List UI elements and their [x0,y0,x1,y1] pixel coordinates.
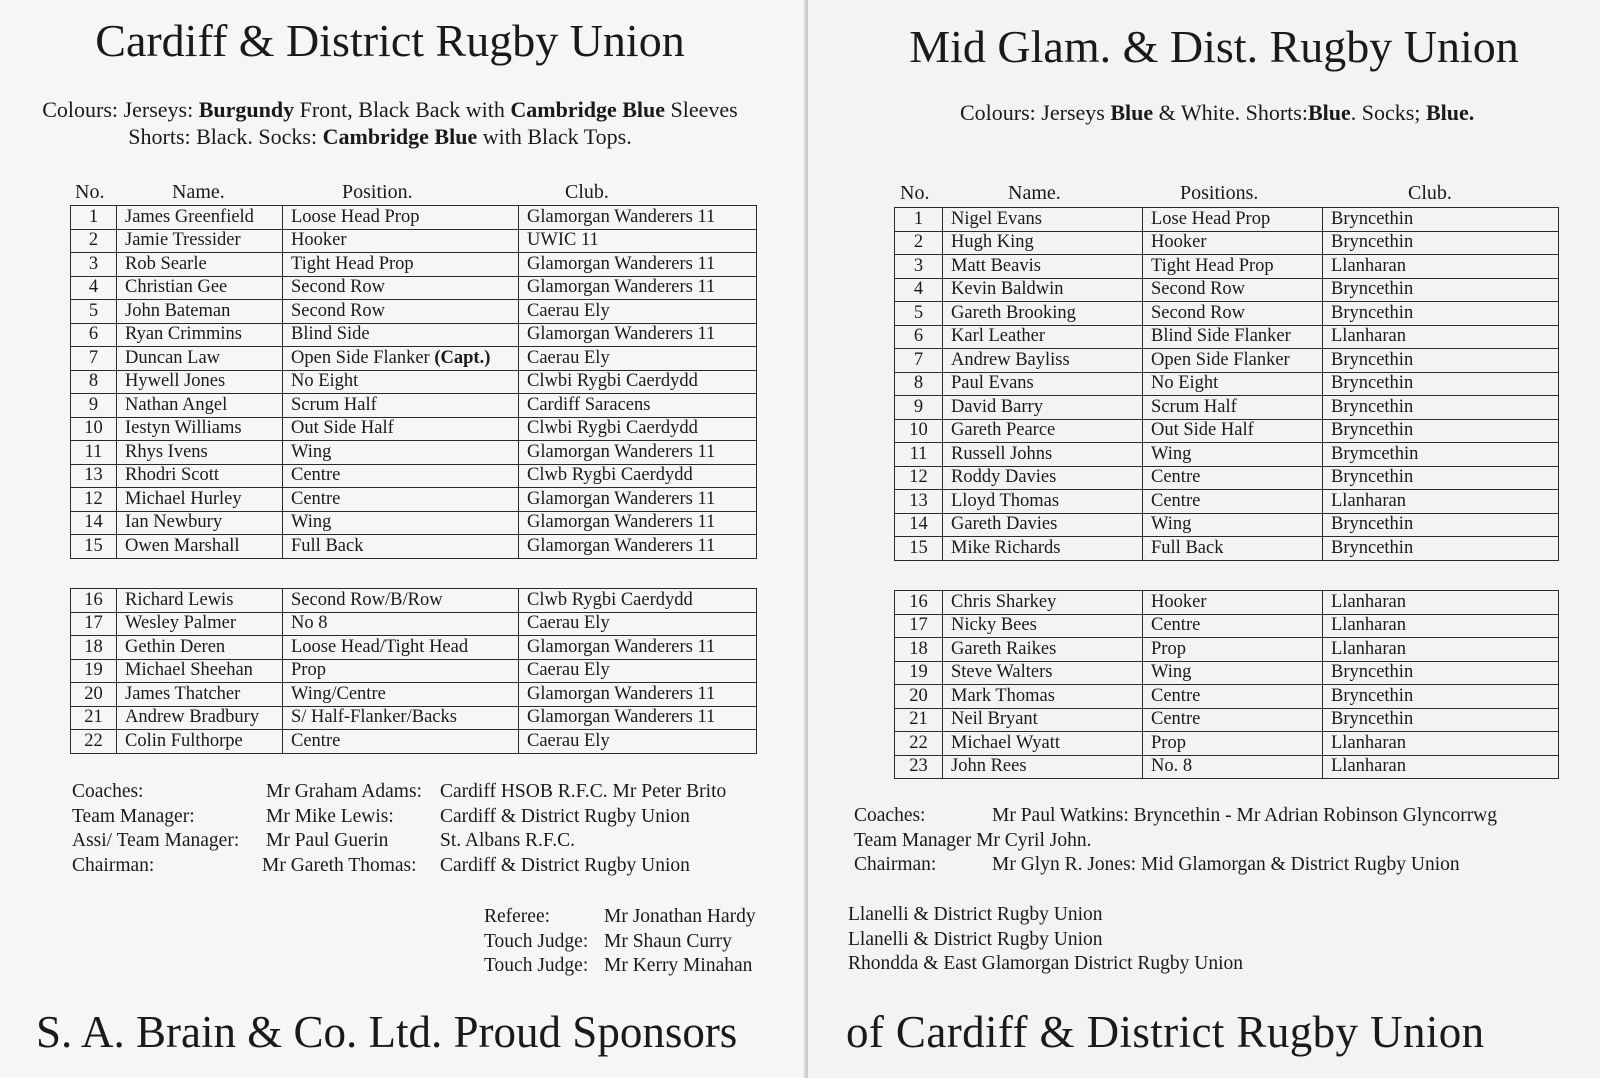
left-sponsor: S. A. Brain & Co. Ltd. Proud Sponsors [36,1007,738,1057]
table-row [895,278,1559,302]
table-row [895,685,1559,709]
player-name: Russell Johns [943,443,1143,467]
union-line: Llanelli & District Rugby Union [848,904,1103,925]
player-club: Llanharan [1323,490,1559,514]
player-club: Glamorgan Wanderers 11 [519,535,757,559]
player-club: Glamorgan Wanderers 11 [519,323,757,347]
player-number: 2 [895,231,943,255]
player-number: 17 [71,612,117,636]
player-position: Tight Head Prop [283,253,519,277]
player-position: Wing [283,441,519,465]
player-club: Llanharan [1323,732,1559,756]
player-club: Bryncethin [1323,302,1559,326]
match-official-role: Referee: [484,906,551,927]
player-number: 18 [71,636,117,660]
player-position: Scrum Half [1143,396,1323,420]
player-position: Loose Head Prop [283,206,519,230]
player-number: 18 [895,638,943,662]
match-official-row [484,954,804,979]
player-name: Colin Fulthorpe [117,730,283,754]
player-number: 7 [895,349,943,373]
table-row [71,464,757,488]
player-number: 17 [895,614,943,638]
official-role: Team Manager: [72,805,195,827]
player-number: 8 [71,370,117,394]
player-name: Michael Sheehan [117,659,283,683]
player-club: Glamorgan Wanderers 11 [519,706,757,730]
match-official-name: Mr Kerry Minahan [604,955,753,976]
union-line: Llanelli & District Rugby Union [848,928,1103,950]
table-row [895,755,1559,779]
table-row [895,302,1559,326]
player-position: Hooker [1143,591,1323,615]
player-club: Llanharan [1323,591,1559,615]
player-number: 7 [71,347,117,371]
player-position: Prop [283,659,519,683]
player-name: Rhodri Scott [117,464,283,488]
official-row [854,829,1594,854]
left-reserves-table [70,588,757,754]
player-number: 15 [895,537,943,561]
player-name: Rhys Ivens [117,441,283,465]
player-position: Centre [283,464,519,488]
player-number: 23 [895,755,943,779]
table-row [71,347,757,371]
player-number: 9 [895,396,943,420]
player-number: 10 [71,417,117,441]
player-number: 15 [71,535,117,559]
left-header-no: No. [75,181,105,203]
player-club: Bryncethin [1323,419,1559,443]
table-row [71,535,757,559]
player-position: Second Row [1143,302,1323,326]
match-official-role: Touch Judge: [484,930,589,952]
player-name: Andrew Bradbury [117,706,283,730]
player-position: Prop [1143,638,1323,662]
player-number: 21 [71,706,117,730]
player-number: 2 [71,229,117,253]
player-position: Wing [1143,661,1323,685]
table-row [895,325,1559,349]
left-header-name: Name. [172,181,225,203]
table-row [895,466,1559,490]
left-colours-line1: Colours: Jerseys: Burgundy Front, Black Back with Cambridge Blue Sleeves [42,97,738,122]
player-club: Clwbi Rygbi Caerdydd [519,417,757,441]
table-row [71,394,757,418]
player-number: 14 [895,513,943,537]
official-row [72,854,792,879]
player-name: Duncan Law [117,347,283,371]
table-row [895,638,1559,662]
player-club: Llanharan [1323,325,1559,349]
right-title: Mid Glam. & Dist. Rugby Union [909,21,1519,72]
table-row [895,537,1559,561]
player-club: Bryncethin [1323,349,1559,373]
player-club: Caerau Ely [519,659,757,683]
player-number: 20 [895,685,943,709]
left-title: Cardiff & District Rugby Union [95,15,685,66]
player-club: Bryncethin [1323,208,1559,232]
table-row [71,441,757,465]
left-colours-line2: Shorts: Black. Socks: Cambridge Blue with Black Tops. [128,124,632,149]
player-position: Out Side Half [1143,419,1323,443]
player-position: Blind Side [283,323,519,347]
player-number: 1 [895,208,943,232]
player-name: Steve Walters [943,661,1143,685]
right-header-name: Name. [1008,182,1061,204]
official-text: Mr Glyn R. Jones: Mid Glamorgan & District Rugby Union [992,854,1460,875]
player-number: 6 [71,323,117,347]
player-position: Wing [1143,513,1323,537]
player-position: Centre [1143,685,1323,709]
player-number: 11 [71,441,117,465]
right-starters-table [894,207,1559,561]
official-role: Coaches: [72,781,144,802]
player-position: Second Row [283,300,519,324]
player-club: Glamorgan Wanderers 11 [519,511,757,535]
player-name: Ian Newbury [117,511,283,535]
table-row [895,490,1559,514]
table-row [71,300,757,324]
player-name: David Barry [943,396,1143,420]
official-text: Mr Paul Watkins: Bryncethin - Mr Adrian Robinson Glyncorrwg [992,805,1498,826]
player-position: Full Back [283,535,519,559]
player-name: Gareth Raikes [943,638,1143,662]
player-club: Clwbi Rygbi Caerdydd [519,370,757,394]
right-header-no: No. [900,182,930,204]
player-position: Prop [1143,732,1323,756]
player-position: Centre [283,488,519,512]
table-row [71,636,757,660]
player-club: Cardiff Saracens [519,394,757,418]
player-club: Glamorgan Wanderers 11 [519,276,757,300]
player-number: 16 [895,591,943,615]
player-position: Wing [283,511,519,535]
player-name: Michael Wyatt [943,732,1143,756]
match-official-role: Touch Judge: [484,955,589,976]
table-row [895,732,1559,756]
player-position: Second Row [283,276,519,300]
union-line: Rhondda & East Glamorgan District Rugby Union [848,953,1244,974]
right-officials [854,804,1594,878]
official-role: Chairman: [854,854,937,875]
table-row [895,661,1559,685]
official-role: Assi/ Team Manager: [72,830,240,851]
player-number: 13 [895,490,943,514]
player-position: Centre [283,730,519,754]
official-person: Mr Gareth Thomas: [262,854,417,876]
player-number: 11 [895,443,943,467]
player-number: 22 [71,730,117,754]
player-name: Lloyd Thomas [943,490,1143,514]
left-colours [0,96,780,150]
table-row [71,206,757,230]
player-club: Bryncethin [1323,513,1559,537]
player-position: No 8 [283,612,519,636]
player-number: 22 [895,732,943,756]
player-club: Glamorgan Wanderers 11 [519,488,757,512]
player-position: Wing/Centre [283,683,519,707]
official-org: Cardiff & District Rugby Union [440,854,690,876]
player-club: Caerau Ely [519,730,757,754]
table-row [895,708,1559,732]
player-club: Glamorgan Wanderers 11 [519,636,757,660]
player-position: No Eight [1143,372,1323,396]
player-name: Wesley Palmer [117,612,283,636]
player-position: Wing [1143,443,1323,467]
table-row [71,730,757,754]
player-position: Loose Head/Tight Head [283,636,519,660]
official-row [854,853,1594,878]
player-name: Iestyn Williams [117,417,283,441]
table-row [71,511,757,535]
player-club: Llanharan [1323,614,1559,638]
player-name: Gareth Brooking [943,302,1143,326]
player-club: Glamorgan Wanderers 11 [519,206,757,230]
table-row [71,253,757,277]
player-name: Nicky Bees [943,614,1143,638]
player-name: Mark Thomas [943,685,1143,709]
player-name: Chris Sharkey [943,591,1143,615]
player-club: Caerau Ely [519,612,757,636]
table-row [895,372,1559,396]
table-row [71,370,757,394]
table-row [895,591,1559,615]
player-name: Karl Leather [943,325,1143,349]
player-name: Mike Richards [943,537,1143,561]
player-position: Tight Head Prop [1143,255,1323,279]
player-club: Glamorgan Wanderers 11 [519,683,757,707]
player-number: 1 [71,206,117,230]
player-position: S/ Half-Flanker/Backs [283,706,519,730]
official-org: Cardiff HSOB R.F.C. Mr Peter Brito [440,781,727,802]
player-number: 5 [71,300,117,324]
player-club: Glamorgan Wanderers 11 [519,253,757,277]
right-sponsor: of Cardiff & District Rugby Union [846,1007,1485,1057]
player-position: Hooker [1143,231,1323,255]
player-number: 19 [895,661,943,685]
player-position: Centre [1143,614,1323,638]
table-row [71,706,757,730]
official-person: Mr Paul Guerin [266,830,389,851]
player-name: Michael Hurley [117,488,283,512]
player-number: 12 [895,466,943,490]
player-position: Second Row/B/Row [283,589,519,613]
player-number: 12 [71,488,117,512]
table-row [71,683,757,707]
right-header-club: Club. [1408,182,1452,204]
table-row [71,229,757,253]
official-row [72,805,792,830]
player-club: Clwb Rygbi Caerdydd [519,464,757,488]
player-name: Kevin Baldwin [943,278,1143,302]
table-row [71,276,757,300]
player-position: Blind Side Flanker [1143,325,1323,349]
player-name: Nathan Angel [117,394,283,418]
table-row [895,231,1559,255]
player-name: Ryan Crimmins [117,323,283,347]
player-name: James Greenfield [117,206,283,230]
official-role: Coaches: [854,805,926,826]
player-name: James Thatcher [117,683,283,707]
player-number: 6 [895,325,943,349]
player-number: 21 [895,708,943,732]
official-row [72,780,792,805]
player-club: Glamorgan Wanderers 11 [519,441,757,465]
official-person: Mr Graham Adams: [266,781,422,802]
official-role: Team Manager Mr Cyril John. [854,829,1092,851]
official-person: Mr Mike Lewis: [266,805,394,827]
player-club: Caerau Ely [519,300,757,324]
player-club: Bryncethin [1323,708,1559,732]
player-club: Bryncethin [1323,231,1559,255]
player-position: Open Side Flanker [1143,349,1323,373]
player-name: Matt Beavis [943,255,1143,279]
right-colours: Colours: Jerseys Blue & White. Shorts:Blue. Socks; Blue. [960,100,1475,125]
table-row [71,659,757,683]
left-match-officials [484,905,804,979]
player-club: Llanharan [1323,255,1559,279]
player-name: Gareth Pearce [943,419,1143,443]
table-row [71,488,757,512]
player-number: 16 [71,589,117,613]
official-org: Cardiff & District Rugby Union [440,805,690,827]
player-club: Clwb Rygbi Caerdydd [519,589,757,613]
player-club: Bryncethin [1323,372,1559,396]
player-number: 13 [71,464,117,488]
player-name: Hywell Jones [117,370,283,394]
player-name: Gareth Davies [943,513,1143,537]
player-club: Brymcethin [1323,443,1559,467]
player-name: Richard Lewis [117,589,283,613]
player-number: 14 [71,511,117,535]
player-club: Bryncethin [1323,466,1559,490]
player-name: Rob Searle [117,253,283,277]
player-name: Roddy Davies [943,466,1143,490]
player-name: Hugh King [943,231,1143,255]
player-number: 20 [71,683,117,707]
match-official-name: Mr Jonathan Hardy [604,906,756,927]
table-row [71,612,757,636]
player-name: Paul Evans [943,372,1143,396]
right-unions [848,903,1588,977]
official-row [72,829,792,854]
player-number: 10 [895,419,943,443]
player-number: 3 [71,253,117,277]
player-name: Gethin Deren [117,636,283,660]
player-position: Hooker [283,229,519,253]
player-club: Bryncethin [1323,396,1559,420]
player-position: Scrum Half [283,394,519,418]
player-name: Nigel Evans [943,208,1143,232]
player-position: Centre [1143,490,1323,514]
player-position: Centre [1143,466,1323,490]
table-row [895,419,1559,443]
table-row [895,208,1559,232]
left-officials [72,780,792,878]
table-row [71,417,757,441]
left-header-club: Club. [565,181,609,203]
player-position: No Eight [283,370,519,394]
player-position: Lose Head Prop [1143,208,1323,232]
player-name: Jamie Tressider [117,229,283,253]
player-position: No. 8 [1143,755,1323,779]
player-name: Neil Bryant [943,708,1143,732]
player-club: Bryncethin [1323,661,1559,685]
player-number: 19 [71,659,117,683]
player-club: Llanharan [1323,638,1559,662]
player-position: Open Side Flanker (Capt.) [283,347,519,371]
official-role: Chairman: [72,854,155,876]
player-number: 9 [71,394,117,418]
table-row [895,255,1559,279]
official-row [854,804,1594,829]
player-position: Second Row [1143,278,1323,302]
match-official-row [484,905,804,930]
player-name: John Bateman [117,300,283,324]
player-number: 4 [71,276,117,300]
player-number: 8 [895,372,943,396]
table-row [895,396,1559,420]
table-row [71,323,757,347]
player-club: Caerau Ely [519,347,757,371]
player-number: 3 [895,255,943,279]
player-club: Bryncethin [1323,537,1559,561]
player-name: Andrew Bayliss [943,349,1143,373]
match-official-name: Mr Shaun Curry [604,930,732,952]
table-row [71,589,757,613]
right-header-position: Positions. [1180,182,1259,204]
left-starters-table [70,205,757,559]
right-page [808,0,1600,1078]
match-official-row [484,930,804,955]
player-club: Bryncethin [1323,278,1559,302]
player-position: Full Back [1143,537,1323,561]
table-row [895,349,1559,373]
table-row [895,614,1559,638]
table-row [895,443,1559,467]
player-club: UWIC 11 [519,229,757,253]
table-row [895,513,1559,537]
player-number: 4 [895,278,943,302]
player-position: Out Side Half [283,417,519,441]
player-club: Llanharan [1323,755,1559,779]
player-number: 5 [895,302,943,326]
official-org: St. Albans R.F.C. [440,830,575,851]
player-name: Owen Marshall [117,535,283,559]
player-name: John Rees [943,755,1143,779]
right-reserves-table [894,590,1559,779]
player-name: Christian Gee [117,276,283,300]
player-club: Bryncethin [1323,685,1559,709]
left-header-position: Position. [342,181,413,203]
player-position: Centre [1143,708,1323,732]
